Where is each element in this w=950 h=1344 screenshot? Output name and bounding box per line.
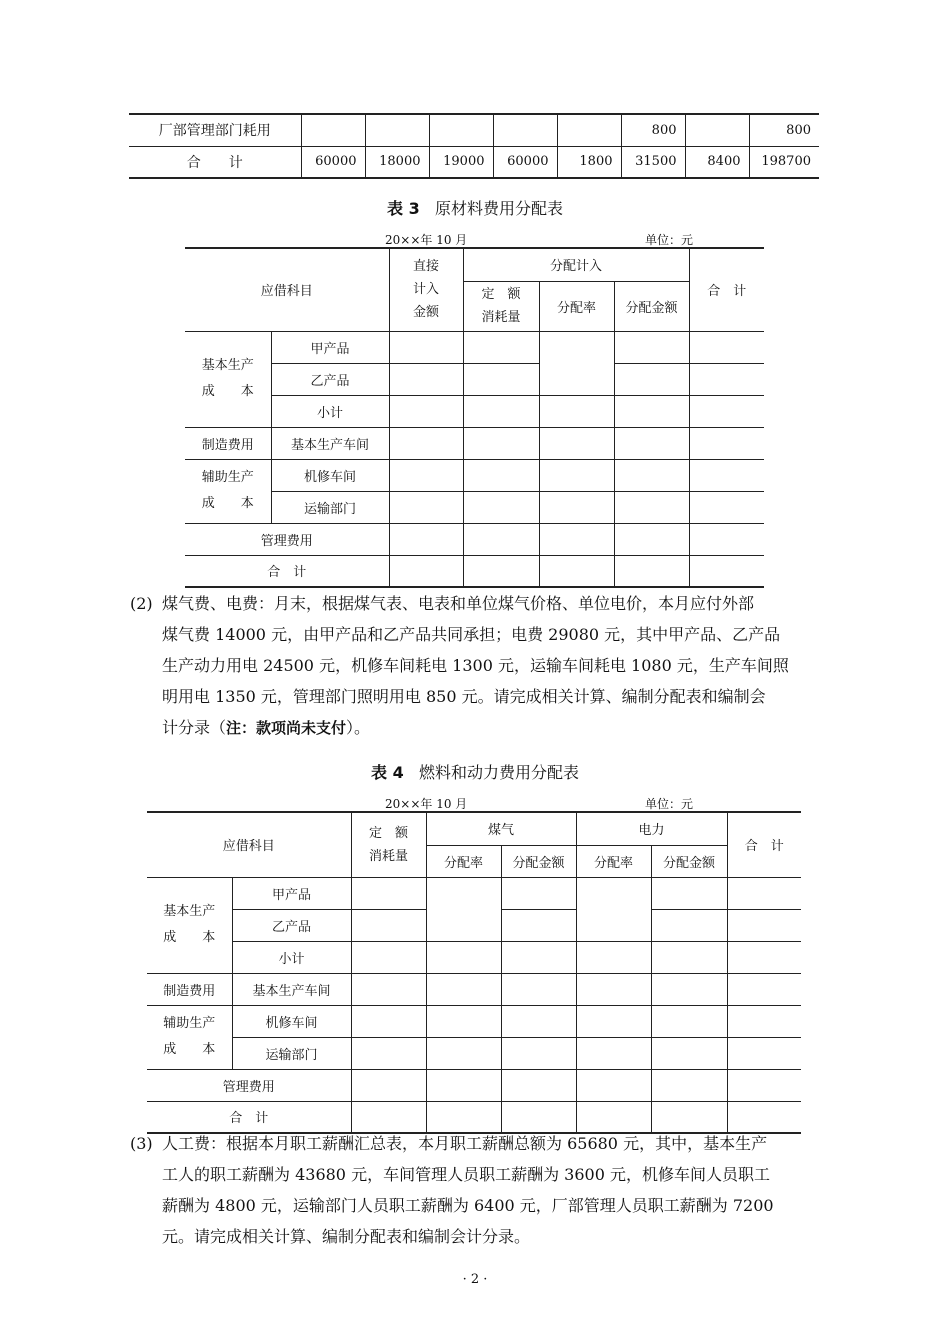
paragraph-2 <box>130 588 858 744</box>
paragraph-number: (3) <box>130 1134 153 1153</box>
cell <box>493 114 557 146</box>
table-row <box>147 1069 801 1101</box>
header-subject: 应借科目 <box>185 248 389 331</box>
table4-caption-title: 燃料和动力费用分配表 <box>418 763 579 782</box>
item-repair: 机修车间 <box>232 1005 351 1037</box>
cell <box>301 114 365 146</box>
table3-caption-title: 原材料费用分配表 <box>434 199 563 218</box>
table4-date: 20××年 10 月 <box>385 797 468 811</box>
note-bold: 注：款项尚未支付 <box>226 719 347 737</box>
table-row <box>185 555 764 587</box>
cell <box>557 114 621 146</box>
item-transport: 运输部门 <box>271 491 389 523</box>
table-row <box>185 363 764 395</box>
table2-tail <box>129 113 819 179</box>
header-power-amount: 分配金额 <box>651 845 727 877</box>
paragraph-line: 人工费：根据本月职工薪酬汇总表，本月职工薪酬总额为 65680 元，其中，基本生产 <box>162 1134 768 1153</box>
cell: 8400 <box>685 146 749 178</box>
row-label: 合 计 <box>129 146 301 178</box>
header-gas-amount: 分配金额 <box>501 845 576 877</box>
paragraph-line: 煤气费、电费：月末，根据煤气表、电表和单位煤气价格、单位电价，本月应付外部 <box>162 594 755 613</box>
table-row <box>129 114 819 146</box>
paragraph-line: 煤气费 14000 元，由甲产品和乙产品共同承担；电费 29080 元，其中甲产品、乙产品 <box>162 625 781 644</box>
page-number: · 2 · <box>462 1272 488 1287</box>
header-power-rate: 分配率 <box>576 845 651 877</box>
table4-caption-prefix: 表 4 <box>371 763 404 782</box>
header-quota: 定 额 消耗量 <box>351 812 426 877</box>
group-manufacturing: 制造费用 <box>147 973 232 1005</box>
header-rate: 分配率 <box>539 281 614 331</box>
row-label: 厂部管理部门耗用 <box>129 114 301 146</box>
cell: 1800 <box>557 146 621 178</box>
item-b: 乙产品 <box>271 363 389 395</box>
table4 <box>147 811 801 1134</box>
table-row <box>185 491 764 523</box>
paragraph-line: 生产动力用电 24500 元，机修车间耗电 1300 元，运输车间耗电 1080 元，生产车间照 <box>162 656 789 675</box>
cell <box>365 114 429 146</box>
cell: 800 <box>749 114 819 146</box>
header-gas-rate: 分配率 <box>426 845 501 877</box>
table3-unit: 单位：元 <box>645 233 694 247</box>
paragraph-line: 工人的职工薪酬为 43680 元，车间管理人员职工薪酬为 3600 元，机修车间人员职工 <box>162 1165 770 1184</box>
table-row <box>129 146 819 178</box>
table4-unit: 单位：元 <box>645 797 694 811</box>
table4-caption <box>0 760 950 783</box>
table3-date: 20××年 10 月 <box>385 233 468 247</box>
header-power: 电力 <box>576 812 727 845</box>
table-row <box>147 941 801 973</box>
item-admin: 管理费用 <box>185 523 389 555</box>
item-subtotal: 小计 <box>232 941 351 973</box>
header-subject: 应借科目 <box>147 812 351 877</box>
header-direct: 直接 计入 金额 <box>389 248 463 331</box>
paragraph-number: (2) <box>130 594 153 613</box>
table-row <box>185 395 764 427</box>
item-workshop: 基本生产车间 <box>271 427 389 459</box>
item-a: 甲产品 <box>232 877 351 909</box>
table-row <box>147 1037 801 1069</box>
paragraph-line: 薪酬为 4800 元，运输部门人员职工薪酬为 6400 元，厂部管理人员职工薪酬为 7200 <box>162 1196 774 1215</box>
item-workshop: 基本生产车间 <box>232 973 351 1005</box>
header-total: 合 计 <box>727 812 801 877</box>
paragraph-line: 元。请完成相关计算、编制分配表和编制会计分录。 <box>162 1227 531 1246</box>
table-row <box>185 427 764 459</box>
group-auxiliary: 辅助生产 成 本 <box>185 459 271 523</box>
table-row <box>147 973 801 1005</box>
table-row <box>185 523 764 555</box>
paragraph-line: 计分录（注：款项尚未支付）。 <box>162 718 371 737</box>
table3-caption <box>0 196 950 219</box>
cell: 800 <box>621 114 685 146</box>
paragraph-3 <box>130 1128 858 1252</box>
item-sum: 合 计 <box>147 1101 351 1133</box>
header-allocated: 分配计入 <box>463 248 689 281</box>
item-admin: 管理费用 <box>147 1069 351 1101</box>
header-amount: 分配金额 <box>614 281 689 331</box>
cell: 19000 <box>429 146 493 178</box>
paragraph-line: 明用电 1350 元，管理部门照明用电 850 元。请完成相关计算、编制分配表和编制会 <box>162 687 766 706</box>
table-row <box>147 1005 801 1037</box>
table-row <box>185 331 764 363</box>
header-gas: 煤气 <box>426 812 576 845</box>
item-transport: 运输部门 <box>232 1037 351 1069</box>
cell: 60000 <box>493 146 557 178</box>
item-subtotal: 小计 <box>271 395 389 427</box>
table-row <box>147 877 801 909</box>
item-sum: 合 计 <box>185 555 389 587</box>
cell <box>685 114 749 146</box>
group-auxiliary: 辅助生产 成 本 <box>147 1005 232 1069</box>
table3 <box>185 247 764 588</box>
table3-caption-prefix: 表 3 <box>387 199 420 218</box>
cell: 31500 <box>621 146 685 178</box>
item-repair: 机修车间 <box>271 459 389 491</box>
group-manufacturing: 制造费用 <box>185 427 271 459</box>
item-a: 甲产品 <box>271 331 389 363</box>
table-row <box>185 459 764 491</box>
item-b: 乙产品 <box>232 909 351 941</box>
cell: 60000 <box>301 146 365 178</box>
cell: 18000 <box>365 146 429 178</box>
group-basic: 基本生产 成 本 <box>147 877 232 973</box>
header-quota: 定 额 消耗量 <box>463 281 539 331</box>
cell <box>429 114 493 146</box>
group-basic: 基本生产 成 本 <box>185 331 271 427</box>
cell: 198700 <box>749 146 819 178</box>
header-total: 合 计 <box>689 248 764 331</box>
